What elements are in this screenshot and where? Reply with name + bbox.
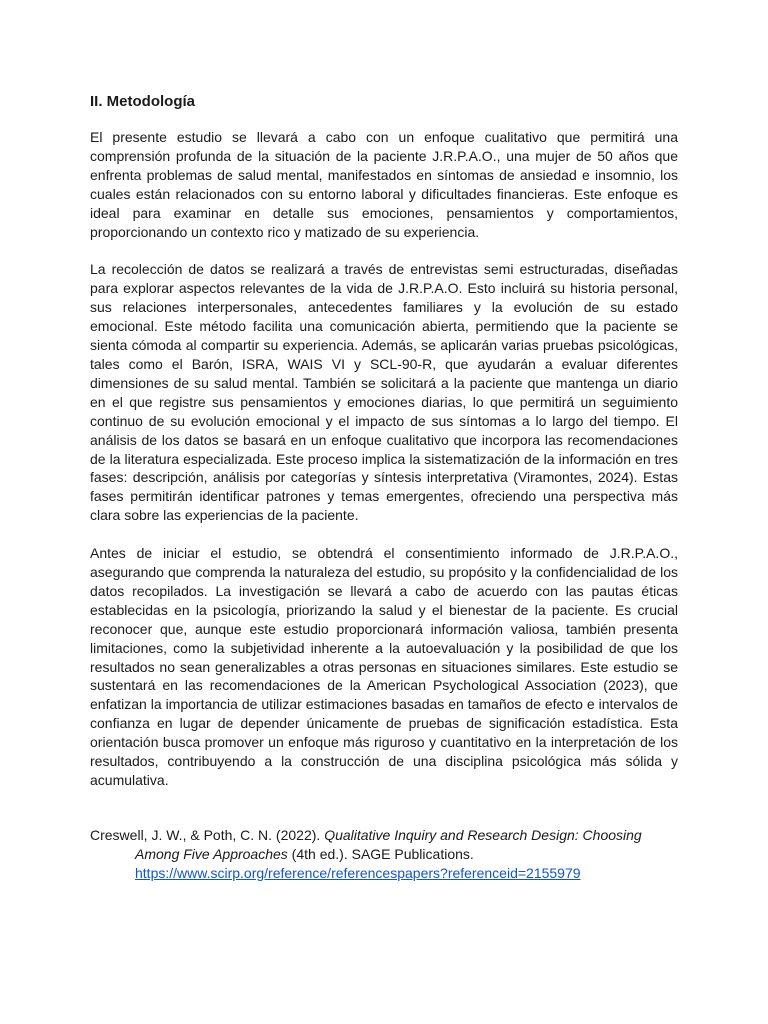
paragraph-2: La recolección de datos se realizará a través de entrevistas semi estructuradas, diseñadas para explorar aspectos relevantes de la vida de J.R.P.A.O. Esto incluirá su historia personal, sus relaciones interpersonales, antecedentes familiares y la evolución de su estado emocional. Este método facilita una comunicación abierta, permitiendo que la paciente se sienta cómoda al compartir su experiencia. Además, se aplicarán varias pruebas psicológicas, tales como el Barón, ISRA, WAIS VI y SCL-90-R, que ayudarán a evaluar diferentes dimensiones de su salud mental. También se solicitará a la paciente que mantenga un diario en el que registre sus pensamientos y emociones diarias, lo que permitirá un seguimiento continuo de su evolución emocional y el impacto de sus síntomas a lo largo del tiempo. El análisis de los datos se basará en un enfoque cualitativo que incorpora las recomendaciones de la literatura especializada. Este proceso implica la sistematización de la información en tres fases: descripción, análisis por categorías y síntesis interpretativa (Viramontes, 2024). Estas fases permitirán identificar patrones y temas emergentes, ofreciendo una perspectiva más clara sobre las experiencias de la paciente.: [90, 261, 678, 524]
document-body: [90, 91, 678, 809]
paragraph-1: El presente estudio se llevará a cabo con un enfoque cualitativo que permitirá una comprensión profunda de la situación de la paciente J.R.P.A.O., una mujer de 50 años que enfrenta problemas de salud mental, manifestados en síntomas de ansiedad e insomnio, los cuales están relacionados con su entorno laboral y dificultades financieras. Este enfoque es ideal para examinar en detalle sus emociones, pensamientos y comportamientos, proporcionando un contexto rico y matizado de su experiencia.: [90, 129, 678, 240]
reference-entry: [90, 826, 678, 883]
section-heading: II. Metodología: [90, 93, 195, 110]
reference-list: [90, 826, 678, 883]
reference-link[interactable]: https://www.scirp.org/reference/referencespapers?referenceid=2155979: [135, 865, 581, 881]
paragraph-3: Antes de iniciar el estudio, se obtendrá el consentimiento informado de J.R.P.A.O., asegurando que comprenda la naturaleza del estudio, su propósito y la confidencialidad de los datos recopilados. La investigación se llevará a cabo de acuerdo con las pautas éticas establecidas en la psicología, priorizando la salud y el bienestar de la paciente. Es crucial reconocer que, aunque este estudio proporcionará información valiosa, también presenta limitaciones, como la subjetividad inherente a la autoevaluación y la posibilidad de que los resultados no sean generalizables a otras personas en situaciones similares. Este estudio se sustentará en las recomendaciones de la American Psychological Association (2023), que enfatizan la importancia de utilizar estimaciones basadas en tamaños de efecto e intervalos de confianza en lugar de depender únicamente de pruebas de significación estadística. Esta orientación busca promover un enfoque más riguroso y cuantitativo en la interpretación de los resultados, contribuyendo a la construcción de una disciplina psicológica más sólida y acumulativa.: [90, 545, 678, 788]
reference-edition: (4th ed.). SAGE Publications.: [287, 846, 474, 862]
reference-authors: Creswell, J. W., & Poth, C. N. (2022).: [90, 827, 325, 843]
reference-title: Qualitative Inquiry and Research Design: Choosing Among Five Approaches: [135, 827, 642, 862]
